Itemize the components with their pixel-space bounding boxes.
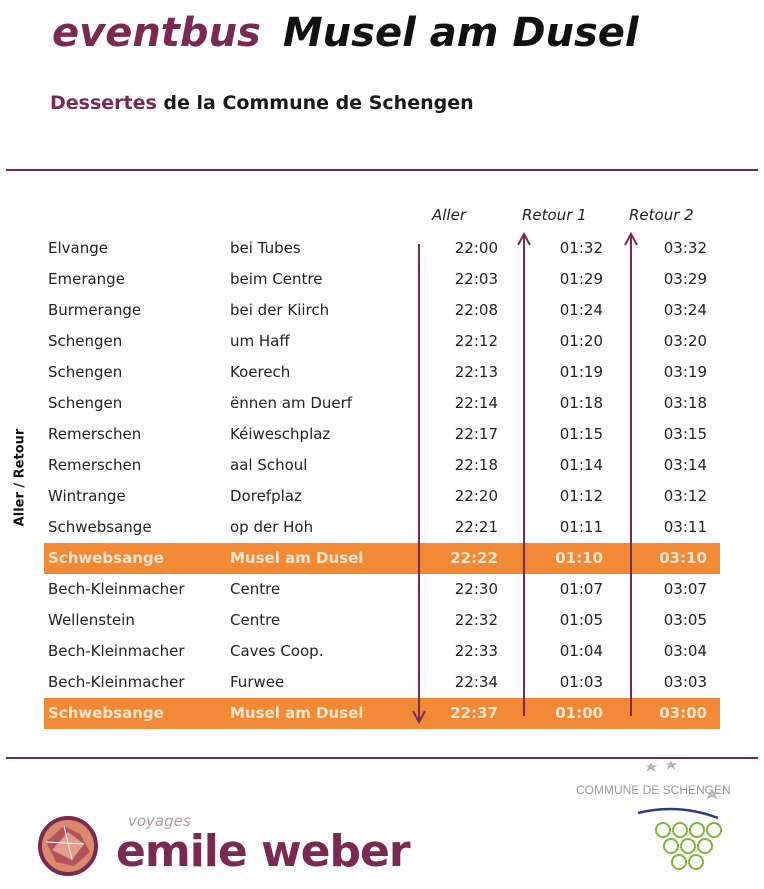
cell-retour2: 03:24 — [663, 301, 707, 319]
cell-retour2: 03:00 — [659, 704, 707, 722]
cell-retour2: 03:29 — [663, 270, 707, 288]
cell-aller: 22:22 — [450, 549, 498, 567]
cell-retour1: 01:04 — [559, 642, 603, 660]
aller-down-arrow — [413, 244, 425, 722]
cell-aller: 22:34 — [454, 673, 498, 691]
cell-retour2: 03:19 — [663, 363, 707, 381]
commune-logo-text: COMMUNE DE SCHENGEN — [576, 783, 731, 797]
column-header-aller: Aller — [432, 206, 466, 224]
cell-stop: Dorefplaz — [230, 487, 302, 505]
cell-town: Remerschen — [48, 456, 142, 474]
cell-retour2: 03:10 — [659, 549, 707, 567]
cell-aller: 22:14 — [454, 394, 498, 412]
cell-retour2: 03:07 — [663, 580, 707, 598]
cell-aller: 22:13 — [454, 363, 498, 381]
cell-town: Burmerange — [48, 301, 142, 319]
cell-stop: Musel am Dusel — [230, 549, 364, 567]
retour2-up-arrow — [625, 234, 637, 716]
cell-aller: 22:08 — [454, 301, 498, 319]
cell-retour2: 03:15 — [663, 425, 707, 443]
cell-stop: um Haff — [230, 332, 290, 350]
cell-town: Bech-Kleinmacher — [48, 673, 185, 691]
cell-stop: ënnen am Duerf — [230, 394, 353, 412]
cell-town: Wellenstein — [48, 611, 135, 629]
cell-retour1: 01:11 — [559, 518, 603, 536]
cell-aller: 22:12 — [454, 332, 498, 350]
subtitle-highlight: Dessertes — [50, 92, 157, 114]
cell-aller: 22:17 — [454, 425, 498, 443]
commune-schengen-logo — [568, 758, 738, 883]
retour1-up-arrow — [518, 234, 530, 716]
cell-stop: Centre — [230, 611, 281, 629]
cell-retour2: 03:20 — [663, 332, 707, 350]
cell-aller: 22:33 — [454, 642, 498, 660]
cell-town: Schwebsange — [48, 518, 152, 536]
column-header-retour2: Retour 2 — [629, 206, 694, 224]
cell-stop: bei Tubes — [230, 239, 301, 257]
cell-town: Schengen — [48, 363, 123, 381]
cell-stop: Caves Coop. — [230, 642, 324, 660]
cell-retour1: 01:19 — [559, 363, 603, 381]
cell-town: Schwebsange — [48, 549, 164, 567]
cell-retour1: 01:24 — [559, 301, 603, 319]
cell-stop: Koerech — [230, 363, 291, 381]
cell-town: Remerschen — [48, 425, 142, 443]
cell-retour1: 01:10 — [555, 549, 603, 567]
cell-retour1: 01:12 — [559, 487, 603, 505]
cell-town: Wintrange — [48, 487, 126, 505]
cell-stop: Centre — [230, 580, 281, 598]
company-name: emile weber — [116, 826, 410, 877]
cell-stop: aal Schoul — [230, 456, 308, 474]
cell-retour2: 03:14 — [663, 456, 707, 474]
subtitle-rest: de la Commune de Schengen — [156, 92, 474, 114]
cell-retour2: 03:04 — [663, 642, 707, 660]
cell-town: Bech-Kleinmacher — [48, 580, 185, 598]
cell-retour2: 03:12 — [663, 487, 707, 505]
cell-aller: 22:03 — [454, 270, 498, 288]
cell-retour2: 03:11 — [663, 518, 707, 536]
cell-retour1: 01:32 — [559, 239, 603, 257]
cell-retour1: 01:29 — [559, 270, 603, 288]
column-header-retour1: Retour 1 — [522, 206, 587, 224]
cell-aller: 22:18 — [454, 456, 498, 474]
voyages-label: voyages — [128, 812, 191, 830]
cell-town: Elvange — [48, 239, 108, 257]
cell-stop: beim Centre — [230, 270, 323, 288]
emile-weber-globe-logo — [34, 812, 106, 878]
cell-stop: Kéiweschplaz — [230, 425, 331, 443]
cell-retour1: 01:14 — [559, 456, 603, 474]
cell-aller: 22:21 — [454, 518, 498, 536]
aller-retour-side-label: Aller / Retour — [12, 428, 28, 527]
cell-stop: bei der Kiirch — [230, 301, 330, 319]
cell-aller: 22:37 — [450, 704, 498, 722]
cell-retour1: 01:00 — [555, 704, 603, 722]
cell-retour2: 03:32 — [663, 239, 707, 257]
cell-stop: op der Hoh — [230, 518, 314, 536]
cell-town: Schwebsange — [48, 704, 164, 722]
cell-retour1: 01:18 — [559, 394, 603, 412]
cell-aller: 22:00 — [454, 239, 498, 257]
cell-aller: 22:20 — [454, 487, 498, 505]
cell-town: Schengen — [48, 394, 123, 412]
cell-aller: 22:32 — [454, 611, 498, 629]
cell-retour1: 01:07 — [559, 580, 603, 598]
cell-town: Bech-Kleinmacher — [48, 642, 185, 660]
cell-retour1: 01:20 — [559, 332, 603, 350]
cell-retour2: 03:03 — [663, 673, 707, 691]
cell-retour2: 03:05 — [663, 611, 707, 629]
cell-retour1: 01:15 — [559, 425, 603, 443]
cell-stop: Musel am Dusel — [230, 704, 364, 722]
cell-retour1: 01:05 — [559, 611, 603, 629]
event-name: Musel am Dusel — [282, 10, 639, 56]
eventbus-brand: eventbus — [52, 10, 261, 56]
cell-town: Emerange — [48, 270, 125, 288]
cell-aller: 22:30 — [454, 580, 498, 598]
cell-town: Schengen — [48, 332, 123, 350]
cell-retour2: 03:18 — [663, 394, 707, 412]
cell-stop: Furwee — [230, 673, 285, 691]
cell-retour1: 01:03 — [559, 673, 603, 691]
